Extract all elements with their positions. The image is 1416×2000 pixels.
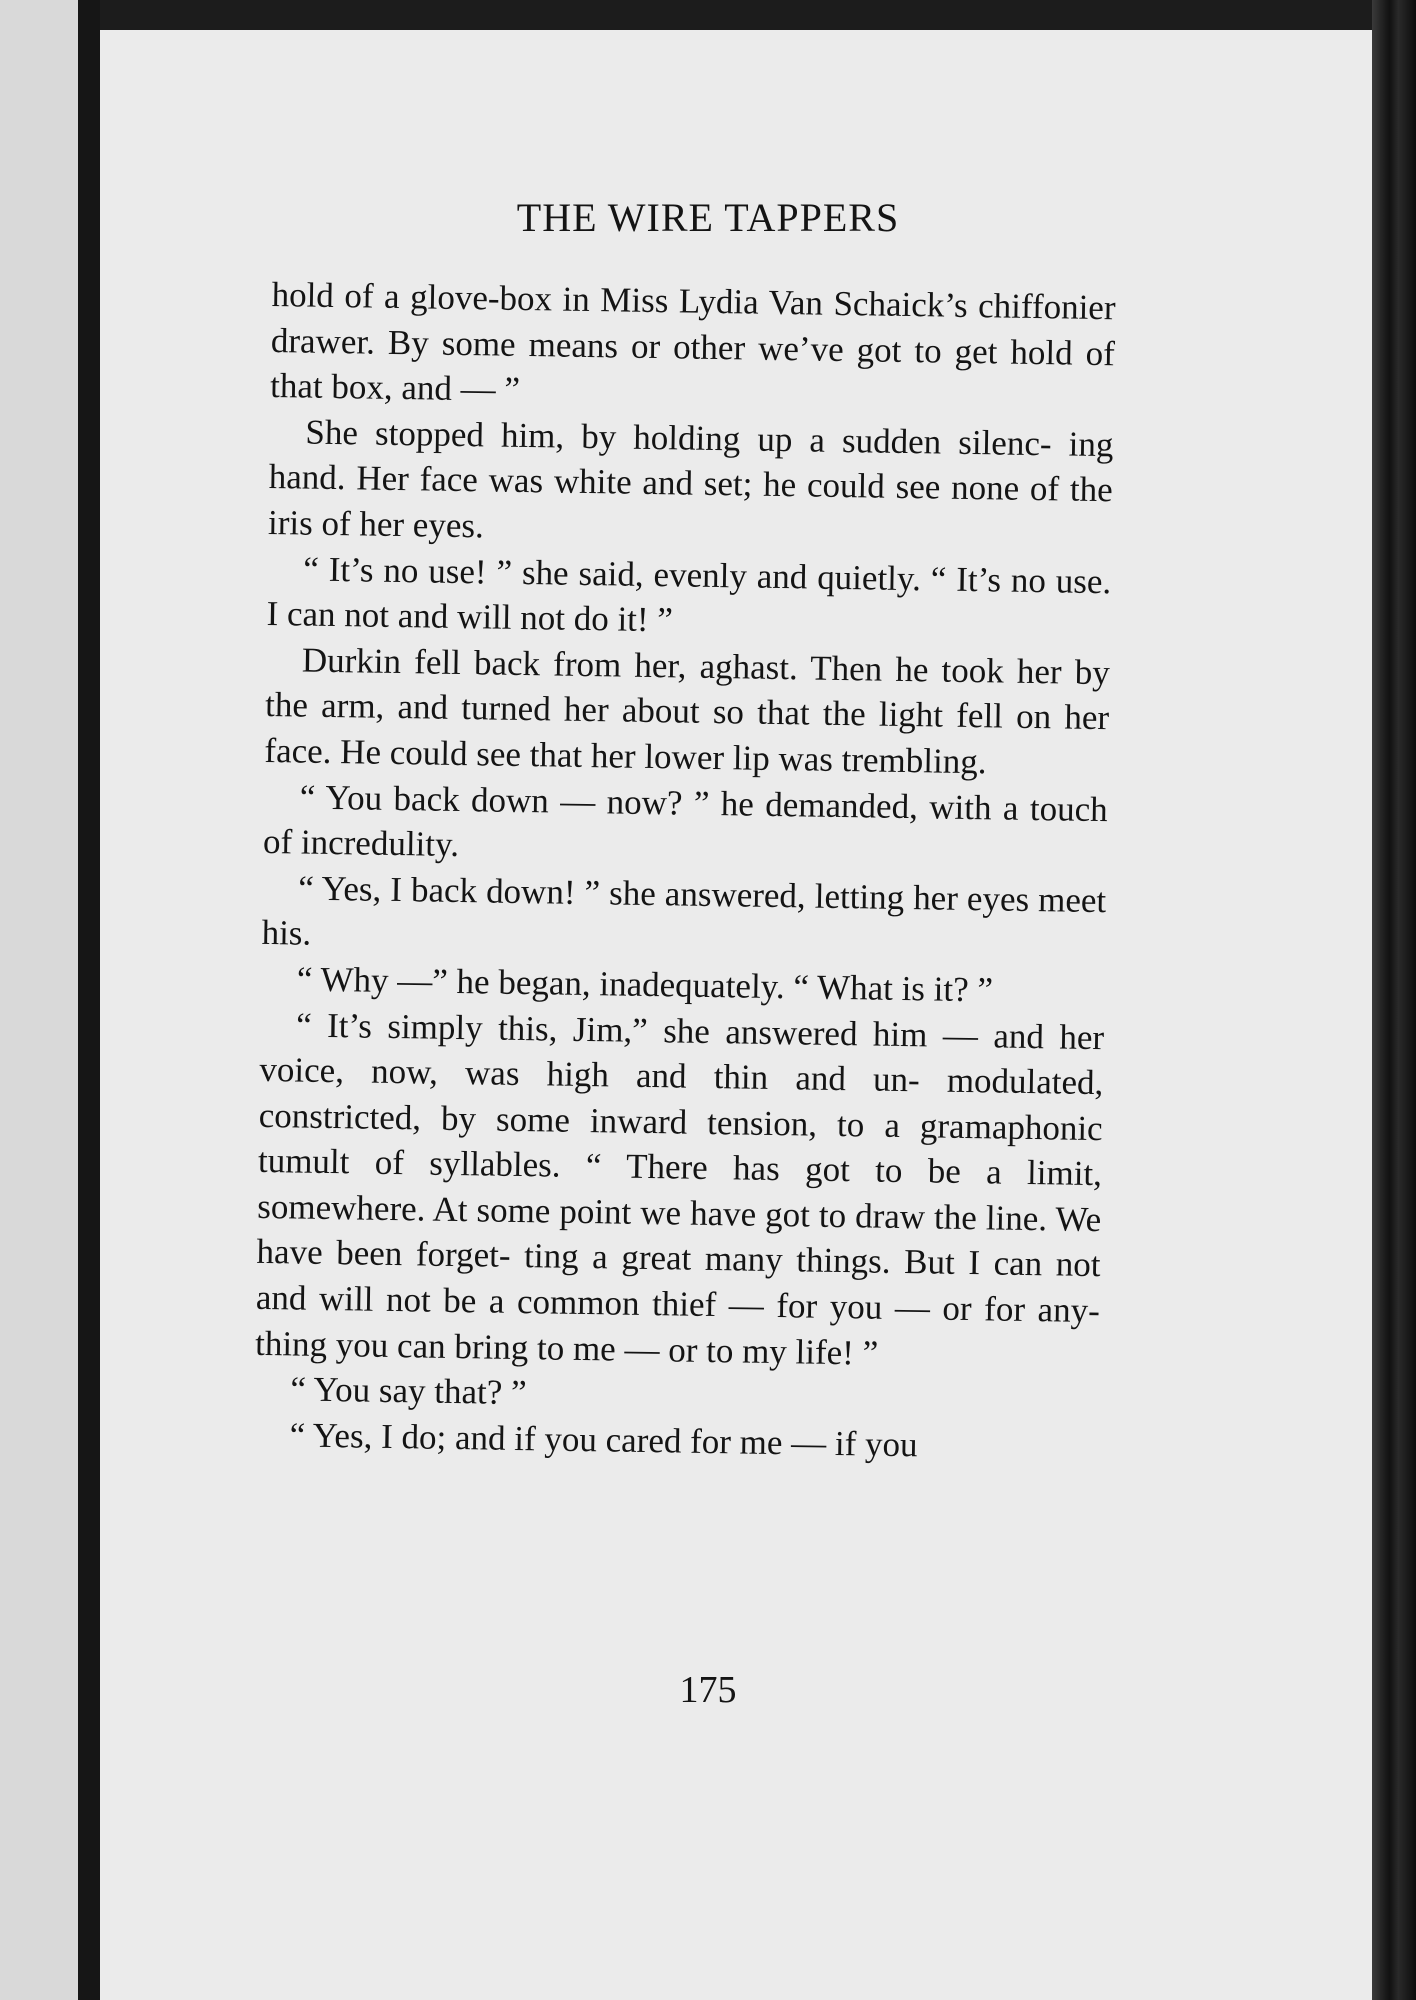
text-line: Durkin fell back from her, aghast. Then he [301, 640, 929, 690]
paragraph [270, 272, 1116, 422]
text-line: see none of the iris of her eyes. [267, 467, 1113, 546]
text-line: it? ” [933, 969, 994, 1010]
text-line: the light fell on her face. He could see that her [264, 694, 1110, 776]
body-text [253, 272, 1116, 1471]
paragraph [266, 546, 1111, 650]
text-line: “ Yes, I back down! ” she answered, letting her [298, 868, 959, 918]
paragraph [263, 773, 1108, 877]
text-line: “ You back down — now? ” he demanded, with a [299, 777, 1019, 828]
paragraph [268, 409, 1114, 559]
text-line: She stopped him, by holding up a sudden silenc- [305, 412, 1052, 464]
text-line: and her voice, now, was high and thin and un- [259, 1015, 1105, 1100]
text-line: got to be a limit, somewhere. At some point we [257, 1149, 1103, 1233]
text-line: touch of incredulity. [262, 788, 1108, 865]
text-line: “ You say that? ” [290, 1369, 527, 1413]
running-head: THE WIRE TAPPERS [516, 195, 900, 240]
text-line: hold of a glove-box in Miss Lydia Van Schaick’s [271, 274, 968, 325]
page-number: 175 [679, 1669, 737, 1711]
text-line: a gramaphonic tumult of syllables. “ There has [257, 1105, 1103, 1189]
text-line: “ It’s simply this, Jim,” she answered him — [295, 1004, 979, 1055]
text-line: “ It’s no use. I can not and will not do it! ” [266, 558, 1112, 640]
text-line: modulated, constricted, by some inward tension, to [258, 1060, 1104, 1145]
text-line: have got to draw the line. We have been forget- [256, 1193, 1102, 1276]
text-line: eyes meet his. [261, 878, 1107, 954]
text-line: thing you can bring to me — or to my life! ” [254, 1323, 879, 1373]
text-line: “ It’s no use! ” she said, evenly and quietly. [303, 549, 922, 598]
paragraph [264, 637, 1110, 787]
text-line: got to get hold of that box, and — ” [269, 329, 1116, 410]
text-line: ting a great many things. But I can not and will [255, 1236, 1101, 1319]
text-line: took her by the arm, and turned her about so that [264, 650, 1111, 733]
paragraph [255, 1001, 1105, 1379]
text-line: lower lip was trembling. [644, 736, 987, 782]
text-line: ing hand. Her face was white and set; he could [268, 424, 1114, 507]
text-line: “ Why —” he began, inadequately. “ What is [296, 959, 926, 1009]
paragraph [261, 865, 1106, 969]
text-line: chiffonier drawer. By some means or other we’ve [270, 286, 1116, 369]
text-line: not be a common thief — for you — or for any- [385, 1279, 1101, 1331]
text-line: “ Yes, I do; and if you cared for me — if you [289, 1415, 918, 1465]
